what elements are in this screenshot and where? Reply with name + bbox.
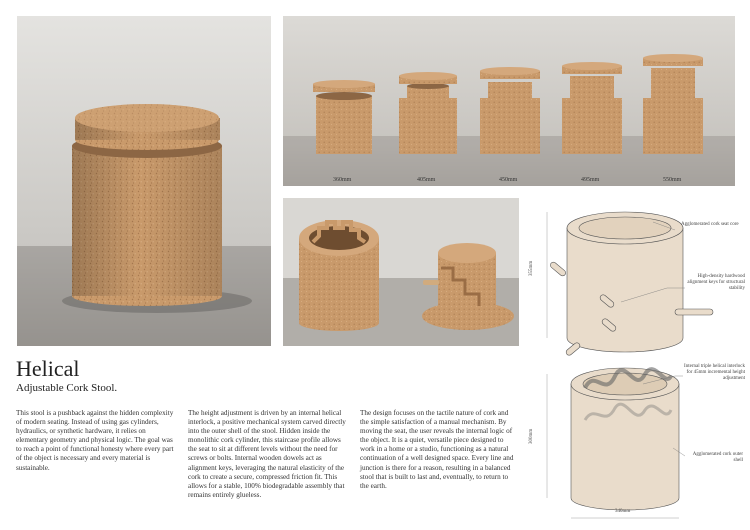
description-column-1: This stool is a pushback against the hidden complexity of modern seating. Instead of using gas cylinders, hydraulics, or synthetic hardware, it relies on elementary geometry and physical logic. The goal was to reach a point of functional honesty where every part of the object is necessary and every material is sustainable. [16,409,174,472]
size-label-1: 360mm [333,177,352,183]
callout-helical-interlock: Internal triple helical interlock for 45mm incremental height adjustment [684,364,745,381]
height-lineup-photo [283,16,735,186]
exploded-diagram [525,198,747,520]
size-label-4: 495mm [581,177,600,183]
description-column-2: The height adjustment is driven by an internal helical interlock, a positive mechanical system carved directly into the outer shell of the stool. Hidden inside the monolithic cork cylinder, this staircase profile allows the seat to sit at different levels without the need for screws or bolts. Internal wooden dowels act as alignment keys, leveraging the natural elasticity of the cork to create a secure, compressed friction fit. This allows for a stable, 100% biodegradable assembly that remains entirely glueless. [188,409,346,499]
dim-width: 340mm [615,509,631,514]
callout-seat-core: Agglomerated cork seat core [681,222,739,227]
callout-alignment-keys: High-density hardwood alignment keys for structural stability [687,274,745,291]
size-label-2: 405mm [417,177,436,183]
callout-outer-shell: Agglomerated cork outer shell [692,452,743,463]
project-title: Helical [16,356,80,381]
size-label-3: 450mm [499,177,518,183]
interior-mechanism-photo [283,198,519,346]
dim-bottom-height: 300mm [529,428,534,444]
project-subtitle: Adjustable Cork Stool. [16,382,118,394]
hero-photo [17,16,271,346]
dim-top-height: 355mm [529,260,534,276]
description-column-3: The design focuses on the tactile nature of cork and the simple satisfaction of a manual mechanism. By moving the seat, the user reveals the internal logic of the object. It is a quiet, versatile piece designed to work in a home or a studio, functioning as a natural continuation of a well designed space. Every line and junction is there for a reason, resulting in a balanced stool that is built to last and, eventually, to return to the earth. [360,409,514,490]
size-label-5: 550mm [663,177,682,183]
